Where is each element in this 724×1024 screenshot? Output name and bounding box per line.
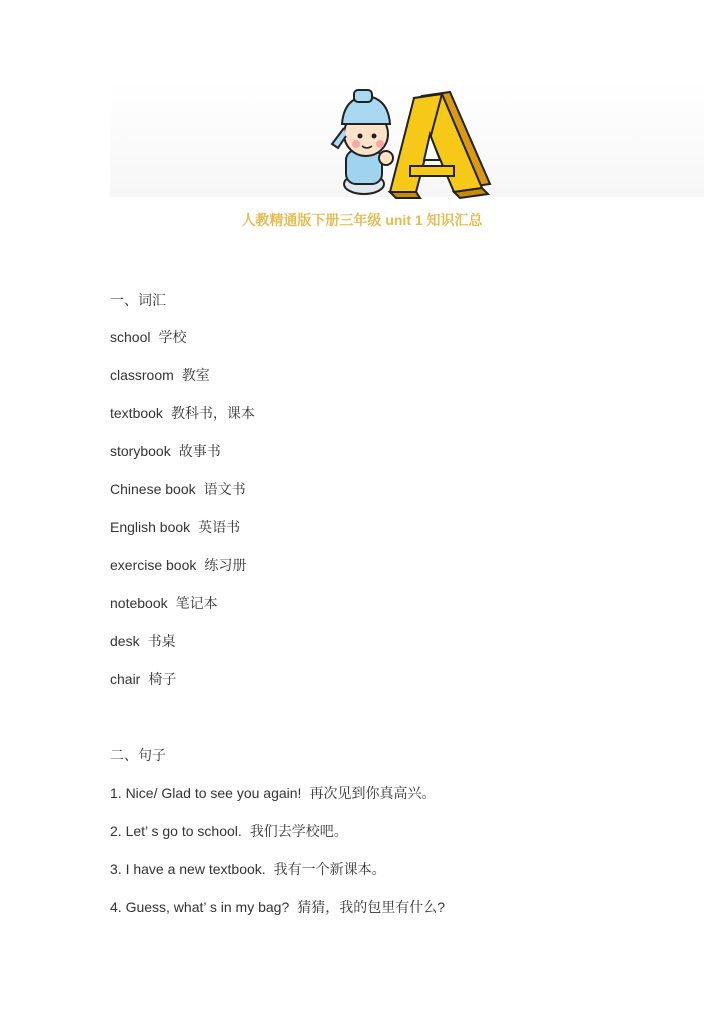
vocab-item <box>110 555 246 575</box>
vocab-zh: 练习册 <box>204 557 247 573</box>
vocab-zh: 笔记本 <box>175 595 218 611</box>
vocab-en: notebook <box>110 595 168 611</box>
vocab-en: chair <box>110 671 141 687</box>
sentence-item <box>110 783 435 803</box>
vocab-zh: 学校 <box>158 329 187 345</box>
vocab-item <box>110 327 186 347</box>
sentence-item <box>110 821 348 841</box>
vocab-en: textbook <box>110 405 163 421</box>
vocab-item <box>110 365 210 385</box>
vocab-zh: 故事书 <box>178 443 221 459</box>
vocab-item <box>110 403 255 423</box>
sentence-en: 1. Nice/ Glad to see you again! <box>110 785 302 801</box>
vocab-item <box>110 669 176 689</box>
vocab-zh: 书桌 <box>147 633 176 649</box>
sentence-zh: 我有一个新课本。 <box>273 861 386 877</box>
vocab-item <box>110 631 176 651</box>
sentence-heading: 二、句子 <box>110 747 166 763</box>
vocab-en: desk <box>110 633 140 649</box>
child-character-icon <box>332 90 393 194</box>
vocab-zh: 教科书，课本 <box>170 405 255 421</box>
vocab-item <box>110 441 221 461</box>
vocab-en: storybook <box>110 443 171 459</box>
sentence-en: 3. I have a new textbook. <box>110 861 266 877</box>
page-title: 人教精通版下册三年级 unit 1 知识汇总 <box>241 212 483 228</box>
vocab-heading: 一、词汇 <box>110 292 166 308</box>
vocab-item <box>110 593 218 613</box>
sentence-en: 4. Guess, what’ s in my bag? <box>110 899 290 915</box>
vocab-zh: 语文书 <box>203 481 246 497</box>
vocab-en: English book <box>110 519 191 535</box>
vocab-item <box>110 479 246 499</box>
letter-a-icon <box>390 92 490 198</box>
sentence-zh: 再次见到你真高兴。 <box>309 785 436 801</box>
vocab-zh: 椅子 <box>148 671 177 687</box>
vocab-zh: 英语书 <box>198 519 241 535</box>
sentence-item <box>110 897 445 917</box>
sentence-zh: 猜猜，我的包里有什么? <box>297 899 446 915</box>
vocab-zh: 教室 <box>181 367 210 383</box>
sentence-zh: 我们去学校吧。 <box>249 823 348 839</box>
vocab-item <box>110 517 240 537</box>
vocab-en: Chinese book <box>110 481 196 497</box>
vocab-en: exercise book <box>110 557 197 573</box>
cartoon-letter-a-illustration <box>322 84 492 204</box>
vocab-en: classroom <box>110 367 174 383</box>
vocab-en: school <box>110 329 151 345</box>
sentence-item <box>110 859 386 879</box>
sentence-en: 2. Let’ s go to school. <box>110 823 242 839</box>
